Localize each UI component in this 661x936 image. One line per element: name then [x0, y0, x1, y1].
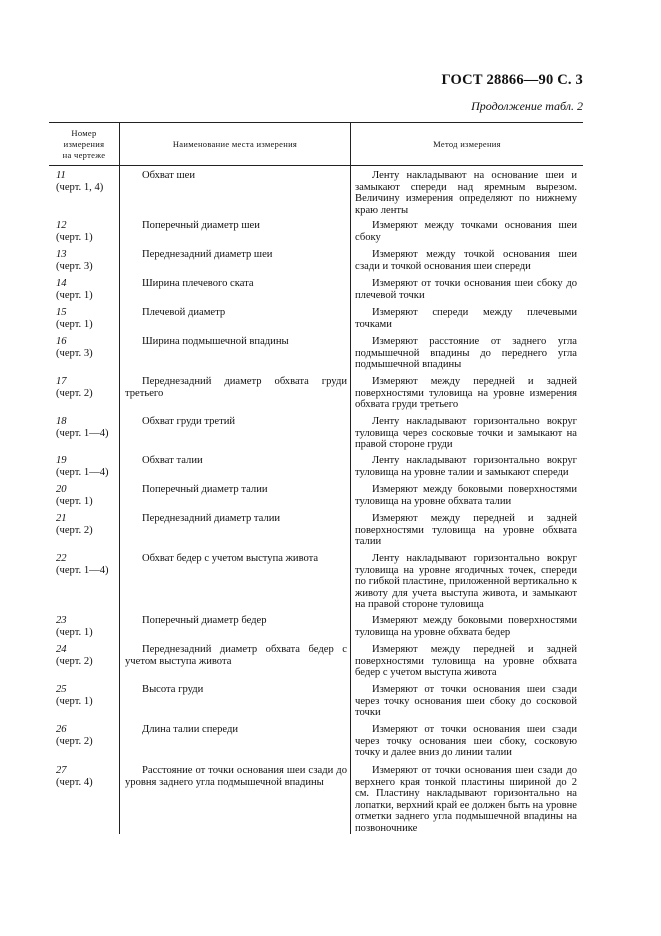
row-method: Измеряют от точки основания шеи сзади через точку основания шеи сбоку до сосковой точки [355, 684, 577, 719]
row-number: 20 (черт. 1) [56, 484, 93, 507]
row-number: 24 (черт. 2) [56, 644, 93, 667]
header-number: Номер измерения на чертеже [62, 128, 106, 160]
row-name: Обхват бедер с учетом выступа живота [142, 553, 319, 564]
table-header [49, 122, 583, 165]
table-continuation-note: Продолжение табл. 2 [471, 99, 583, 113]
row-method: Измеряют от точки основания шеи сзади через точку основания шеи сбоку, сосковую точку и далее вниз до линии талии [355, 724, 577, 759]
row-number: 21 (черт. 2) [56, 513, 93, 536]
row-number: 25 (черт. 1) [56, 684, 93, 707]
row-name: Расстояние от точки основания шеи сзади до уровня заднего угла подмышечной впадины [125, 765, 347, 788]
row-number: 22 (черт. 1—4) [56, 553, 109, 576]
row-number: 15 (черт. 1) [56, 307, 93, 330]
row-method: Измеряют между точками основания шеи сбоку [355, 220, 577, 243]
row-method: Измеряют между точкой основания шеи сзади и точкой основания шеи спереди [355, 249, 577, 272]
header-name: Наименование места измерения [172, 139, 298, 149]
row-name: Поперечный диаметр бедер [142, 615, 267, 626]
row-name: Длина талии спереди [142, 724, 239, 735]
row-method: Измеряют спереди между плечевыми точками [355, 307, 577, 330]
row-number: 14 (черт. 1) [56, 278, 93, 301]
row-name: Переднезадний диаметр шеи [142, 249, 273, 260]
row-method: Измеряют между передней и задней поверхностями туловища на уровне обхвата бедер с учетом выступа живота [355, 644, 577, 679]
row-number: 12 (черт. 1) [56, 220, 93, 243]
row-name: Обхват шеи [142, 170, 196, 181]
row-name: Переднезадний диаметр обхвата бедер с учетом выступа живота [125, 644, 347, 667]
row-name: Переднезадний диаметр обхвата груди третьего [125, 376, 347, 399]
row-method: Ленту накладывают горизонтально вокруг туловища на уровне талии и замыкают спереди [355, 455, 577, 478]
column-divider-2 [350, 122, 351, 834]
row-number: 11 (черт. 1, 4) [56, 170, 104, 193]
row-method: Ленту накладывают горизонтально вокруг туловища через сосковые точки и замыкают на правой стороне груди [355, 416, 577, 451]
row-number: 27 (черт. 4) [56, 765, 93, 788]
row-number: 19 (черт. 1—4) [56, 455, 109, 478]
row-method: Измеряют от точки основания шеи сбоку до плечевой точки [355, 278, 577, 301]
row-name: Поперечный диаметр шеи [142, 220, 260, 231]
row-method: Измеряют между боковыми поверхностями туловища на уровне обхвата бедер [355, 615, 577, 638]
row-number: 13 (черт. 3) [56, 249, 93, 272]
row-method: Измеряют между передней и задней поверхностями туловища на уровне измерения обхвата груди третьего [355, 376, 577, 411]
row-method: Измеряют между боковыми поверхностями туловища на уровне обхвата талии [355, 484, 577, 507]
row-method: Измеряют расстояние от заднего угла подмышечной впадины до переднего угла подмышечной впадины [355, 336, 577, 371]
row-number: 18 (черт. 1—4) [56, 416, 109, 439]
row-name: Поперечный диаметр талии [142, 484, 268, 495]
row-number: 16 (черт. 3) [56, 336, 93, 359]
row-method: Измеряют от точки основания шеи сзади до верхнего края тонкой пластины шириной до 2 см. Пластину накладывают горизонтально на лопатки, верхний край ее должен быть на уровне отметки заднего угла подмышечной впадины на позвоночнике [355, 765, 577, 834]
header-method: Метод измерения [433, 139, 501, 149]
row-name: Переднезадний диаметр талии [142, 513, 281, 524]
row-name: Ширина подмышечной впадины [142, 336, 289, 347]
row-method: Ленту накладывают горизонтально вокруг туловища на уровне ягодичных точек, спереди по гибкой пластине, приложенной вертикально к животу для учета выступа живота, и замыкают на правой стороне туловища [355, 553, 577, 611]
document-header: ГОСТ 28866—90 С. 3 [441, 72, 583, 88]
table-header-rule [49, 165, 583, 166]
row-name: Плечевой диаметр [142, 307, 226, 318]
row-method: Измеряют между передней и задней поверхностями туловища на уровне обхвата талии [355, 513, 577, 548]
row-name: Обхват груди третий [142, 416, 236, 427]
row-name: Обхват талии [142, 455, 203, 466]
row-number: 17 (черт. 2) [56, 376, 93, 399]
row-number: 26 (черт. 2) [56, 724, 93, 747]
row-name: Высота груди [142, 684, 204, 695]
row-name: Ширина плечевого ската [142, 278, 254, 289]
row-number: 23 (черт. 1) [56, 615, 93, 638]
row-method: Ленту накладывают на основание шеи и замыкают спереди над яремным вырезом. Величину измерения определяют по нижнему краю ленты [355, 170, 577, 216]
